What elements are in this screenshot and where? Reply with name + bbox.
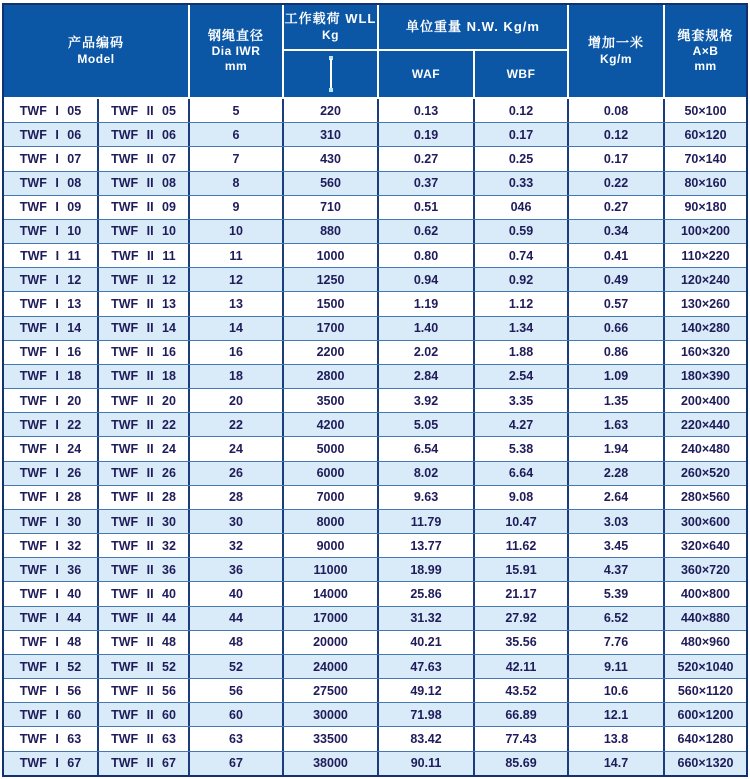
header-sling-spec-en: A×B: [692, 44, 719, 59]
cell-model-i: TWF I 20: [4, 389, 99, 412]
cell-wbf-kg-m: 9.08: [475, 486, 569, 509]
cell-add-per-meter-kg-m: 0.34: [569, 220, 665, 243]
cell-add-per-meter-kg-m: 2.28: [569, 462, 665, 485]
cell-waf-kg-m: 47.63: [379, 655, 475, 678]
cell-sling-spec-mm: 200×400: [680, 393, 730, 408]
cell-wll-kg: 9000: [284, 534, 379, 557]
cell-wbf-kg-m: 0.33: [475, 172, 569, 195]
table-row: [4, 534, 746, 558]
cell-add-per-meter-kg-m: 0.27: [569, 196, 665, 219]
cell-add-per-meter-kg-m: 3.03: [569, 510, 665, 533]
cell-sling-spec-mm: 160×320: [680, 345, 730, 360]
header-diameter: [190, 5, 282, 97]
header-waf: [379, 51, 473, 97]
cell-wll-kg: 24000: [284, 655, 379, 678]
cell-model-i: TWF I 16: [4, 341, 99, 364]
cell-sling-spec-mm: 360×720: [680, 562, 730, 577]
cell-wll-kg: 7000: [284, 486, 379, 509]
cell-wbf-kg-m: 2.54: [475, 365, 569, 388]
cell-diameter-mm: 60: [190, 703, 284, 726]
cell-add-per-meter-kg-m: 2.64: [569, 486, 665, 509]
cell-model-i: TWF I 48: [4, 631, 99, 654]
cell-model-ii: TWF II 56: [99, 679, 190, 702]
cell-model-ii: TWF II 26: [99, 462, 190, 485]
cell-wbf-kg-m: 0.59: [475, 220, 569, 243]
cell-sling-spec-mm: 50×100: [684, 103, 727, 118]
cell-add-per-meter-kg-m: 1.94: [569, 437, 665, 460]
cell-model-i: TWF I 40: [4, 582, 99, 605]
cell-model-ii: TWF II 08: [99, 172, 190, 195]
header-diameter-en: Dia IWR: [211, 44, 261, 59]
cell-model-i: TWF I 14: [4, 317, 99, 340]
header-model: [4, 5, 188, 97]
cell-wbf-kg-m: 11.62: [475, 534, 569, 557]
cell-add-per-meter-kg-m: 7.76: [569, 631, 665, 654]
cell-wll-kg: 17000: [284, 607, 379, 630]
cell-add-per-meter-kg-m: 0.66: [569, 317, 665, 340]
table-row: [4, 655, 746, 679]
cell-model-i: TWF I 67: [4, 752, 99, 775]
cell-sling-spec-mm: 130×260: [680, 296, 730, 311]
cell-add-per-meter-kg-m: 6.52: [569, 607, 665, 630]
cell-wll-kg: 14000: [284, 582, 379, 605]
cell-model-ii: TWF II 09: [99, 196, 190, 219]
cell-wbf-kg-m: 35.56: [475, 631, 569, 654]
cell-model-ii: TWF II 67: [99, 752, 190, 775]
cell-waf-kg-m: 90.11: [379, 752, 475, 775]
cell-model-i: TWF I 22: [4, 413, 99, 436]
cell-wll-kg: 1250: [284, 268, 379, 291]
cell-diameter-mm: 7: [190, 147, 284, 170]
cell-waf-kg-m: 0.13: [379, 99, 475, 122]
cell-wbf-kg-m: 27.92: [475, 607, 569, 630]
cell-add-per-meter-kg-m: 0.86: [569, 341, 665, 364]
table-row: [4, 341, 746, 365]
cell-diameter-mm: 10: [190, 220, 284, 243]
spec-table-header: [4, 5, 746, 99]
table-row: [4, 365, 746, 389]
cell-sling-spec-mm: 120×240: [680, 272, 730, 287]
cell-diameter-mm: 13: [190, 292, 284, 315]
cell-sling-spec-mm: 440×880: [680, 611, 730, 626]
cell-wbf-kg-m: 15.91: [475, 558, 569, 581]
header-diameter-zh: 钢绳直径: [207, 27, 264, 43]
cell-sling-spec-mm: 100×200: [680, 224, 730, 239]
table-row: [4, 510, 746, 534]
vertical-sling-icon: [326, 54, 336, 94]
cell-add-per-meter-kg-m: 1.35: [569, 389, 665, 412]
table-row: [4, 486, 746, 510]
cell-add-per-meter-kg-m: 0.08: [569, 99, 665, 122]
cell-diameter-mm: 30: [190, 510, 284, 533]
header-wll-symbol-cell: [284, 51, 377, 97]
cell-waf-kg-m: 0.94: [379, 268, 475, 291]
cell-model-ii: TWF II 52: [99, 655, 190, 678]
cell-wll-kg: 8000: [284, 510, 379, 533]
cell-model-i: TWF I 24: [4, 437, 99, 460]
cell-wbf-kg-m: 6.64: [475, 462, 569, 485]
cell-wll-kg: 33500: [284, 727, 379, 750]
spec-table: [2, 3, 748, 777]
cell-add-per-meter-kg-m: 0.49: [569, 268, 665, 291]
cell-add-per-meter-kg-m: 1.63: [569, 413, 665, 436]
header-wll: [284, 5, 377, 49]
header-model-en: Model: [77, 51, 115, 66]
cell-waf-kg-m: 0.19: [379, 123, 475, 146]
cell-add-per-meter-kg-m: 13.8: [569, 727, 665, 750]
cell-add-per-meter-kg-m: 9.11: [569, 655, 665, 678]
cell-model-ii: TWF II 28: [99, 486, 190, 509]
cell-wll-kg: 2200: [284, 341, 379, 364]
cell-sling-spec-mm: 60×120: [684, 127, 727, 142]
cell-diameter-mm: 16: [190, 341, 284, 364]
cell-model-ii: TWF II 18: [99, 365, 190, 388]
cell-wbf-kg-m: 85.69: [475, 752, 569, 775]
header-wll-zh: 工作载荷 WLL: [284, 11, 377, 27]
cell-sling-spec-mm: 640×1280: [677, 732, 734, 747]
cell-wll-kg: 310: [284, 123, 379, 146]
cell-wll-kg: 220: [284, 99, 379, 122]
cell-model-ii: TWF II 44: [99, 607, 190, 630]
header-diameter-unit: mm: [224, 59, 248, 74]
cell-wll-kg: 20000: [284, 631, 379, 654]
cell-sling-spec-mm: 220×440: [680, 417, 730, 432]
cell-diameter-mm: 63: [190, 727, 284, 750]
header-add-per-meter-zh: 增加一米: [587, 35, 644, 51]
cell-waf-kg-m: 0.80: [379, 244, 475, 267]
header-unit-weight-zh: 单位重量 N.W. Kg/m: [406, 18, 540, 34]
cell-wbf-kg-m: 0.74: [475, 244, 569, 267]
cell-waf-kg-m: 3.92: [379, 389, 475, 412]
cell-model-i: TWF I 07: [4, 147, 99, 170]
cell-model-ii: TWF II 07: [99, 147, 190, 170]
header-waf-label: WAF: [411, 66, 441, 81]
cell-wbf-kg-m: 21.17: [475, 582, 569, 605]
cell-add-per-meter-kg-m: 0.57: [569, 292, 665, 315]
cell-sling-spec-mm: 300×600: [680, 514, 730, 529]
cell-sling-spec-mm: 90×180: [684, 200, 727, 215]
cell-wbf-kg-m: 42.11: [475, 655, 569, 678]
cell-model-i: TWF I 28: [4, 486, 99, 509]
cell-sling-spec-mm: 400×800: [680, 587, 730, 602]
cell-wbf-kg-m: 5.38: [475, 437, 569, 460]
cell-add-per-meter-kg-m: 0.22: [569, 172, 665, 195]
header-wbf-label: WBF: [506, 66, 536, 81]
cell-waf-kg-m: 0.51: [379, 196, 475, 219]
cell-add-per-meter-kg-m: 5.39: [569, 582, 665, 605]
cell-waf-kg-m: 2.02: [379, 341, 475, 364]
cell-waf-kg-m: 5.05: [379, 413, 475, 436]
table-row: [4, 244, 746, 268]
cell-model-i: TWF I 10: [4, 220, 99, 243]
table-row: [4, 123, 746, 147]
cell-waf-kg-m: 40.21: [379, 631, 475, 654]
cell-model-i: TWF I 06: [4, 123, 99, 146]
cell-wll-kg: 38000: [284, 752, 379, 775]
cell-diameter-mm: 18: [190, 365, 284, 388]
header-sling-spec: [665, 5, 746, 97]
cell-diameter-mm: 44: [190, 607, 284, 630]
cell-model-i: TWF I 63: [4, 727, 99, 750]
table-row: [4, 727, 746, 751]
cell-wbf-kg-m: 0.12: [475, 99, 569, 122]
cell-sling-spec-mm: 140×280: [680, 321, 730, 336]
cell-waf-kg-m: 9.63: [379, 486, 475, 509]
cell-wbf-kg-m: 43.52: [475, 679, 569, 702]
cell-sling-spec-mm: 70×140: [684, 151, 727, 166]
cell-model-i: TWF I 30: [4, 510, 99, 533]
cell-wll-kg: 6000: [284, 462, 379, 485]
cell-diameter-mm: 20: [190, 389, 284, 412]
cell-waf-kg-m: 0.62: [379, 220, 475, 243]
cell-model-ii: TWF II 13: [99, 292, 190, 315]
cell-model-i: TWF I 05: [4, 99, 99, 122]
cell-sling-spec-mm: 480×960: [680, 635, 730, 650]
cell-diameter-mm: 32: [190, 534, 284, 557]
cell-wbf-kg-m: 66.89: [475, 703, 569, 726]
cell-diameter-mm: 22: [190, 413, 284, 436]
cell-diameter-mm: 8: [190, 172, 284, 195]
cell-model-i: TWF I 26: [4, 462, 99, 485]
cell-model-i: TWF I 08: [4, 172, 99, 195]
cell-diameter-mm: 14: [190, 317, 284, 340]
cell-wll-kg: 30000: [284, 703, 379, 726]
cell-waf-kg-m: 71.98: [379, 703, 475, 726]
cell-model-ii: TWF II 06: [99, 123, 190, 146]
table-row: [4, 607, 746, 631]
cell-model-ii: TWF II 22: [99, 413, 190, 436]
cell-diameter-mm: 56: [190, 679, 284, 702]
cell-diameter-mm: 28: [190, 486, 284, 509]
table-row: [4, 147, 746, 171]
cell-model-ii: TWF II 40: [99, 582, 190, 605]
cell-diameter-mm: 9: [190, 196, 284, 219]
cell-add-per-meter-kg-m: 10.6: [569, 679, 665, 702]
cell-add-per-meter-kg-m: 14.7: [569, 752, 665, 775]
table-row: [4, 292, 746, 316]
cell-wll-kg: 27500: [284, 679, 379, 702]
cell-add-per-meter-kg-m: 3.45: [569, 534, 665, 557]
cell-wll-kg: 1700: [284, 317, 379, 340]
cell-diameter-mm: 12: [190, 268, 284, 291]
cell-sling-spec-mm: 600×1200: [677, 707, 734, 722]
cell-waf-kg-m: 1.19: [379, 292, 475, 315]
cell-add-per-meter-kg-m: 1.09: [569, 365, 665, 388]
table-row: [4, 437, 746, 461]
cell-model-i: TWF I 36: [4, 558, 99, 581]
cell-add-per-meter-kg-m: 4.37: [569, 558, 665, 581]
cell-model-ii: TWF II 36: [99, 558, 190, 581]
cell-model-ii: TWF II 20: [99, 389, 190, 412]
cell-wll-kg: 1000: [284, 244, 379, 267]
cell-model-ii: TWF II 14: [99, 317, 190, 340]
cell-model-ii: TWF II 30: [99, 510, 190, 533]
cell-add-per-meter-kg-m: 12.1: [569, 703, 665, 726]
cell-sling-spec-mm: 560×1120: [677, 683, 734, 698]
cell-diameter-mm: 5: [190, 99, 284, 122]
cell-waf-kg-m: 0.27: [379, 147, 475, 170]
header-wll-unit: Kg: [322, 27, 339, 42]
cell-model-ii: TWF II 16: [99, 341, 190, 364]
header-wbf: [475, 51, 567, 97]
table-row: [4, 679, 746, 703]
table-row: [4, 389, 746, 413]
cell-model-ii: TWF II 12: [99, 268, 190, 291]
cell-diameter-mm: 26: [190, 462, 284, 485]
cell-sling-spec-mm: 110×220: [681, 248, 730, 263]
cell-wbf-kg-m: 4.27: [475, 413, 569, 436]
cell-wll-kg: 880: [284, 220, 379, 243]
cell-model-i: TWF I 32: [4, 534, 99, 557]
spec-table-body: [4, 99, 746, 775]
cell-sling-spec-mm: 80×160: [684, 176, 727, 191]
header-add-per-meter: [569, 5, 663, 97]
cell-wll-kg: 710: [284, 196, 379, 219]
cell-diameter-mm: 40: [190, 582, 284, 605]
cell-waf-kg-m: 25.86: [379, 582, 475, 605]
cell-model-ii: TWF II 32: [99, 534, 190, 557]
cell-sling-spec-mm: 520×1040: [677, 659, 734, 674]
table-row: [4, 317, 746, 341]
cell-waf-kg-m: 13.77: [379, 534, 475, 557]
cell-sling-spec-mm: 260×520: [680, 466, 730, 481]
cell-waf-kg-m: 83.42: [379, 727, 475, 750]
cell-waf-kg-m: 49.12: [379, 679, 475, 702]
cell-wbf-kg-m: 0.25: [475, 147, 569, 170]
cell-model-i: TWF I 09: [4, 196, 99, 219]
header-model-zh: 产品编码: [67, 35, 124, 51]
table-row: [4, 172, 746, 196]
cell-wll-kg: 5000: [284, 437, 379, 460]
cell-model-ii: TWF II 63: [99, 727, 190, 750]
table-row: [4, 703, 746, 727]
cell-wll-kg: 3500: [284, 389, 379, 412]
cell-wbf-kg-m: 3.35: [475, 389, 569, 412]
cell-waf-kg-m: 8.02: [379, 462, 475, 485]
table-row: [4, 220, 746, 244]
cell-model-ii: TWF II 10: [99, 220, 190, 243]
cell-wll-kg: 430: [284, 147, 379, 170]
cell-wll-kg: 2800: [284, 365, 379, 388]
cell-diameter-mm: 48: [190, 631, 284, 654]
header-sling-spec-unit: mm: [694, 59, 717, 74]
cell-wbf-kg-m: 046: [475, 196, 569, 219]
cell-waf-kg-m: 6.54: [379, 437, 475, 460]
table-row: [4, 582, 746, 606]
table-row: [4, 268, 746, 292]
header-add-per-meter-unit: Kg/m: [600, 51, 632, 66]
cell-wbf-kg-m: 0.92: [475, 268, 569, 291]
cell-add-per-meter-kg-m: 0.17: [569, 147, 665, 170]
cell-wll-kg: 4200: [284, 413, 379, 436]
table-row: [4, 99, 746, 123]
cell-model-i: TWF I 18: [4, 365, 99, 388]
cell-model-ii: TWF II 60: [99, 703, 190, 726]
cell-diameter-mm: 6: [190, 123, 284, 146]
table-row: [4, 631, 746, 655]
cell-waf-kg-m: 11.79: [379, 510, 475, 533]
cell-model-i: TWF I 12: [4, 268, 99, 291]
cell-model-ii: TWF II 24: [99, 437, 190, 460]
cell-wbf-kg-m: 10.47: [475, 510, 569, 533]
cell-wll-kg: 11000: [284, 558, 379, 581]
header-sling-spec-zh: 绳套规格: [677, 27, 734, 43]
cell-model-i: TWF I 56: [4, 679, 99, 702]
cell-model-i: TWF I 44: [4, 607, 99, 630]
table-row: [4, 196, 746, 220]
header-unit-weight: [379, 5, 567, 49]
table-row: [4, 558, 746, 582]
cell-model-ii: TWF II 05: [99, 99, 190, 122]
table-row: [4, 462, 746, 486]
cell-add-per-meter-kg-m: 0.12: [569, 123, 665, 146]
cell-waf-kg-m: 31.32: [379, 607, 475, 630]
cell-waf-kg-m: 18.99: [379, 558, 475, 581]
cell-wbf-kg-m: 77.43: [475, 727, 569, 750]
cell-diameter-mm: 11: [190, 244, 284, 267]
cell-add-per-meter-kg-m: 0.41: [569, 244, 665, 267]
cell-wbf-kg-m: 1.34: [475, 317, 569, 340]
cell-model-i: TWF I 11: [4, 244, 99, 267]
table-row: [4, 413, 746, 437]
cell-model-ii: TWF II 48: [99, 631, 190, 654]
cell-waf-kg-m: 1.40: [379, 317, 475, 340]
cell-waf-kg-m: 0.37: [379, 172, 475, 195]
cell-diameter-mm: 36: [190, 558, 284, 581]
cell-model-i: TWF I 60: [4, 703, 99, 726]
cell-model-i: TWF I 13: [4, 292, 99, 315]
cell-sling-spec-mm: 660×1320: [677, 756, 734, 771]
cell-sling-spec-mm: 240×480: [680, 441, 730, 456]
cell-sling-spec-mm: 320×640: [680, 538, 730, 553]
cell-wll-kg: 560: [284, 172, 379, 195]
cell-wll-kg: 1500: [284, 292, 379, 315]
cell-sling-spec-mm: 280×560: [680, 490, 730, 505]
cell-model-i: TWF I 52: [4, 655, 99, 678]
cell-model-ii: TWF II 11: [99, 244, 190, 267]
cell-wbf-kg-m: 1.88: [475, 341, 569, 364]
cell-sling-spec-mm: 180×390: [680, 369, 730, 384]
cell-wbf-kg-m: 0.17: [475, 123, 569, 146]
cell-diameter-mm: 67: [190, 752, 284, 775]
cell-diameter-mm: 24: [190, 437, 284, 460]
table-row: [4, 752, 746, 775]
cell-waf-kg-m: 2.84: [379, 365, 475, 388]
cell-wbf-kg-m: 1.12: [475, 292, 569, 315]
cell-diameter-mm: 52: [190, 655, 284, 678]
